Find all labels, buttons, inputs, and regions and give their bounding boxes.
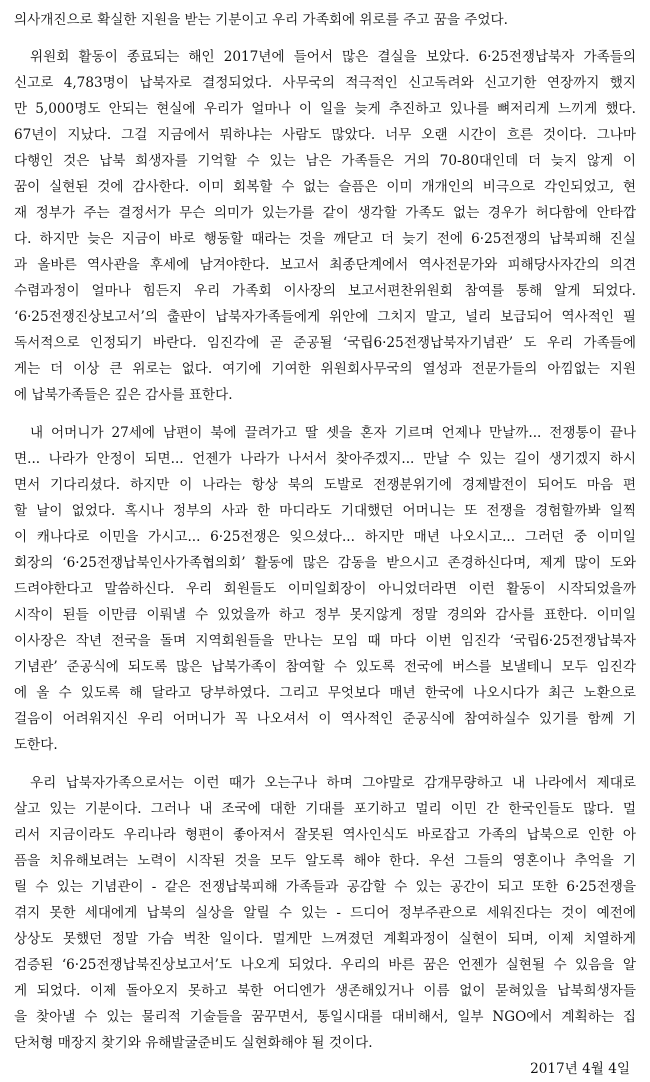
text-line: 상상도 못했던 정말 가슴 벅찬 일이다. 멀게만 느껴졌던 계획과정이 실현이 되며, 이제 치열하게 — [14, 931, 636, 947]
text-line: 게 되었다. 이제 돌아오지 못하고 북한 어디엔가 생존해있거나 이름 없이 묻혀있을 납북희생자들 — [14, 983, 636, 999]
text-line: 우리 납북자가족으로서는 이런 때가 오는구나 하며 그야말로 감개무량하고 내 나라에서 제대로 — [30, 775, 636, 791]
text-line: 살고 있는 기분이다. 그러나 내 조국에 대한 기대를 포기하고 멀리 이민 간 한국인들도 많다. 멀 — [14, 801, 636, 817]
text-line: 회장의 ‘6·25전쟁납북인사가족협의회’ 활동에 많은 감동을 받으시고 존경하신다며, 제게 많이 도와 — [14, 555, 636, 571]
text-line: 겪지 못한 세대에게 납북의 실상을 알릴 수 있는 - 드디어 정부주관으로 세워진다는 것이 예전에 — [14, 905, 636, 921]
text-line: 수렴과정이 얼마나 힘든지 우리 가족회 이사장의 보고서편찬위원회 참여를 통해 알게 되었다. — [14, 283, 636, 299]
text-line: 시작이 된들 이만큼 이뤄낼 수 있었을까 하고 정부 못지않게 정말 경의와 감사를 표한다. 이미일 — [14, 607, 636, 623]
text-line: ‘6·25전쟁진상보고서’의 출판이 납북자가족들에게 위안에 그치지 말고, 널리 보급되어 역사적인 필 — [14, 309, 636, 325]
text-line: 이사장은 작년 전국을 돌며 지역회원들을 만나는 모임 때 마다 이번 임진각 ‘국립6·25전쟁납북자 — [14, 633, 636, 649]
paragraph-1 — [14, 7, 636, 33]
paragraph-2 — [14, 44, 636, 408]
text-line: 드려야한다고 말씀하신다. 우리 회원들도 이미일회장이 아니었더라면 이런 활동이 시작되었을까 — [14, 581, 636, 597]
text-line: 독서적으로 인정되기 바란다. 임진각에 곧 준공될 ‘국립6·25전쟁납북자기념관’ 도 우리 가족들에 — [14, 335, 636, 351]
text-line: 을 찾아낼 수 있는 물리적 기술들을 꿈꾸면서, 통일시대를 대비해서, 일부 NGO에서 계획하는 집 — [14, 1009, 636, 1025]
text-line: 다행인 것은 납북 희생자를 기억할 수 있는 남은 가족들은 거의 70-80대인데 더 늦지 않게 이 — [14, 153, 636, 169]
text-line: 기념관’ 준공식에 되도록 많은 납북가족이 참여할 수 있도록 전국에 버스를 보낼테니 모두 임진각 — [14, 659, 636, 675]
text-line: 과 올바른 역사관을 후세에 남겨야한다. 보고서 최종단계에서 역사전문가와 피해당사자간의 의견 — [14, 257, 636, 273]
text-line: 신고로 4,783명이 납북자로 결정되었다. 사무국의 적극적인 신고독려와 신고기한 연장까지 했지 — [14, 75, 636, 91]
text-line: 67년이 지났다. 그걸 지금에서 뭐하냐는 사람도 많았다. 너무 오랜 시간이 흐른 것이다. 그나마 — [14, 127, 636, 143]
text-line: 할 날이 없었다. 혹시나 정부의 사과 한 마디라도 기대했던 어머니는 또 전쟁을 경험할까봐 일찍 — [14, 503, 636, 519]
text-line: 면서 기다리셨다. 하지만 이 나라는 항상 북의 도발로 전쟁분위기에 경제발전이 되어도 마음 편 — [14, 477, 636, 493]
text-line: 만 5,000명도 안되는 현실에 우리가 얼마나 이 일을 늦게 추진하고 있나를 뼈저리게 느끼게 했다. — [14, 101, 636, 117]
paragraph-gap — [14, 33, 636, 44]
text-line: 의사개진으로 확실한 지원을 받는 기분이고 우리 가족회에 위로를 주고 꿈을 주었다. — [14, 12, 509, 28]
paragraph-4 — [14, 770, 636, 1056]
text-line: 검증된 ‘6·25전쟁납북진상보고서’도 나오게 되었다. 우리의 바른 꿈은 언젠가 실현될 수 있음을 알 — [14, 957, 636, 973]
text-line: 위원회 활동이 종료되는 해인 2017년에 들어서 많은 결실을 보았다. 6·25전쟁납북자 가족들의 — [30, 49, 636, 65]
text-line: 에 납북가족들은 깊은 감사를 표한다. — [14, 387, 233, 403]
text-line: 릴 수 있는 기념관이 - 같은 전쟁납북피해 가족들과 공감할 수 있는 공간이 되고 또한 6·25전쟁을 — [14, 879, 636, 895]
text-line: 꿈이 실현된 것에 감사한다. 이미 회복할 수 없는 슬픔은 이미 개개인의 비극으로 각인되었고, 현 — [14, 179, 636, 195]
text-line: 픔을 치유해보려는 노력이 시작된 것을 모두 알도록 해야 한다. 우선 그들의 영혼이나 추억을 기 — [14, 853, 636, 869]
text-line: 단처형 매장지 찾기와 유해발굴준비도 실현화해야 될 것이다. — [14, 1035, 373, 1051]
paragraph-gap — [14, 408, 636, 420]
text-line: 에 올 수 있도록 해 달라고 당부하였다. 그리고 무엇보다 매년 한국에 나오시다가 최근 노환으로 — [14, 685, 636, 701]
text-line: 다. 하지만 늦은 지금이 바로 행동할 때라는 것을 깨닫고 더 늦기 전에 6·25전쟁의 납북피해 진실 — [14, 231, 636, 247]
text-line: 재 정부가 주는 결정서가 무슨 의미가 있는가를 같이 생각할 가족도 없는 경우가 허다함에 안타깝 — [14, 205, 636, 221]
text-line: 게는 더 이상 큰 위로는 없다. 여기에 기여한 위원회사무국의 열성과 전문가들의 아낌없는 지원 — [14, 361, 636, 377]
paragraph-gap — [14, 758, 636, 770]
text-line: 도한다. — [14, 737, 58, 753]
document-date: 2017년 4월 4일 — [530, 1061, 630, 1077]
paragraph-3 — [14, 420, 636, 758]
text-line: 내 어머니가 27세에 남편이 북에 끌려가고 딸 셋을 혼자 기르며 언제나 만날까... 전쟁통이 끝나 — [30, 425, 636, 441]
text-line: 걸음이 어려워지신 우리 어머니가 꼭 나오셔서 이 역사적인 준공식에 참여하실수 있기를 함께 기 — [14, 711, 636, 727]
text-line: 면... 나라가 안정이 되면... 언젠가 나라가 나서서 찾아주겠지... 만날 수 있는 길이 생기겠지 하시 — [14, 451, 636, 467]
text-line: 이 캐나다로 이민을 가시고... 6·25전쟁은 잊으셨다... 하지만 매년 나오시고... 그러던 중 이미일 — [14, 529, 636, 545]
text-line: 리서 지금이라도 우리나라 형편이 좋아져서 잘못된 역사인식도 바로잡고 가족의 납북으로 인한 아 — [14, 827, 636, 843]
